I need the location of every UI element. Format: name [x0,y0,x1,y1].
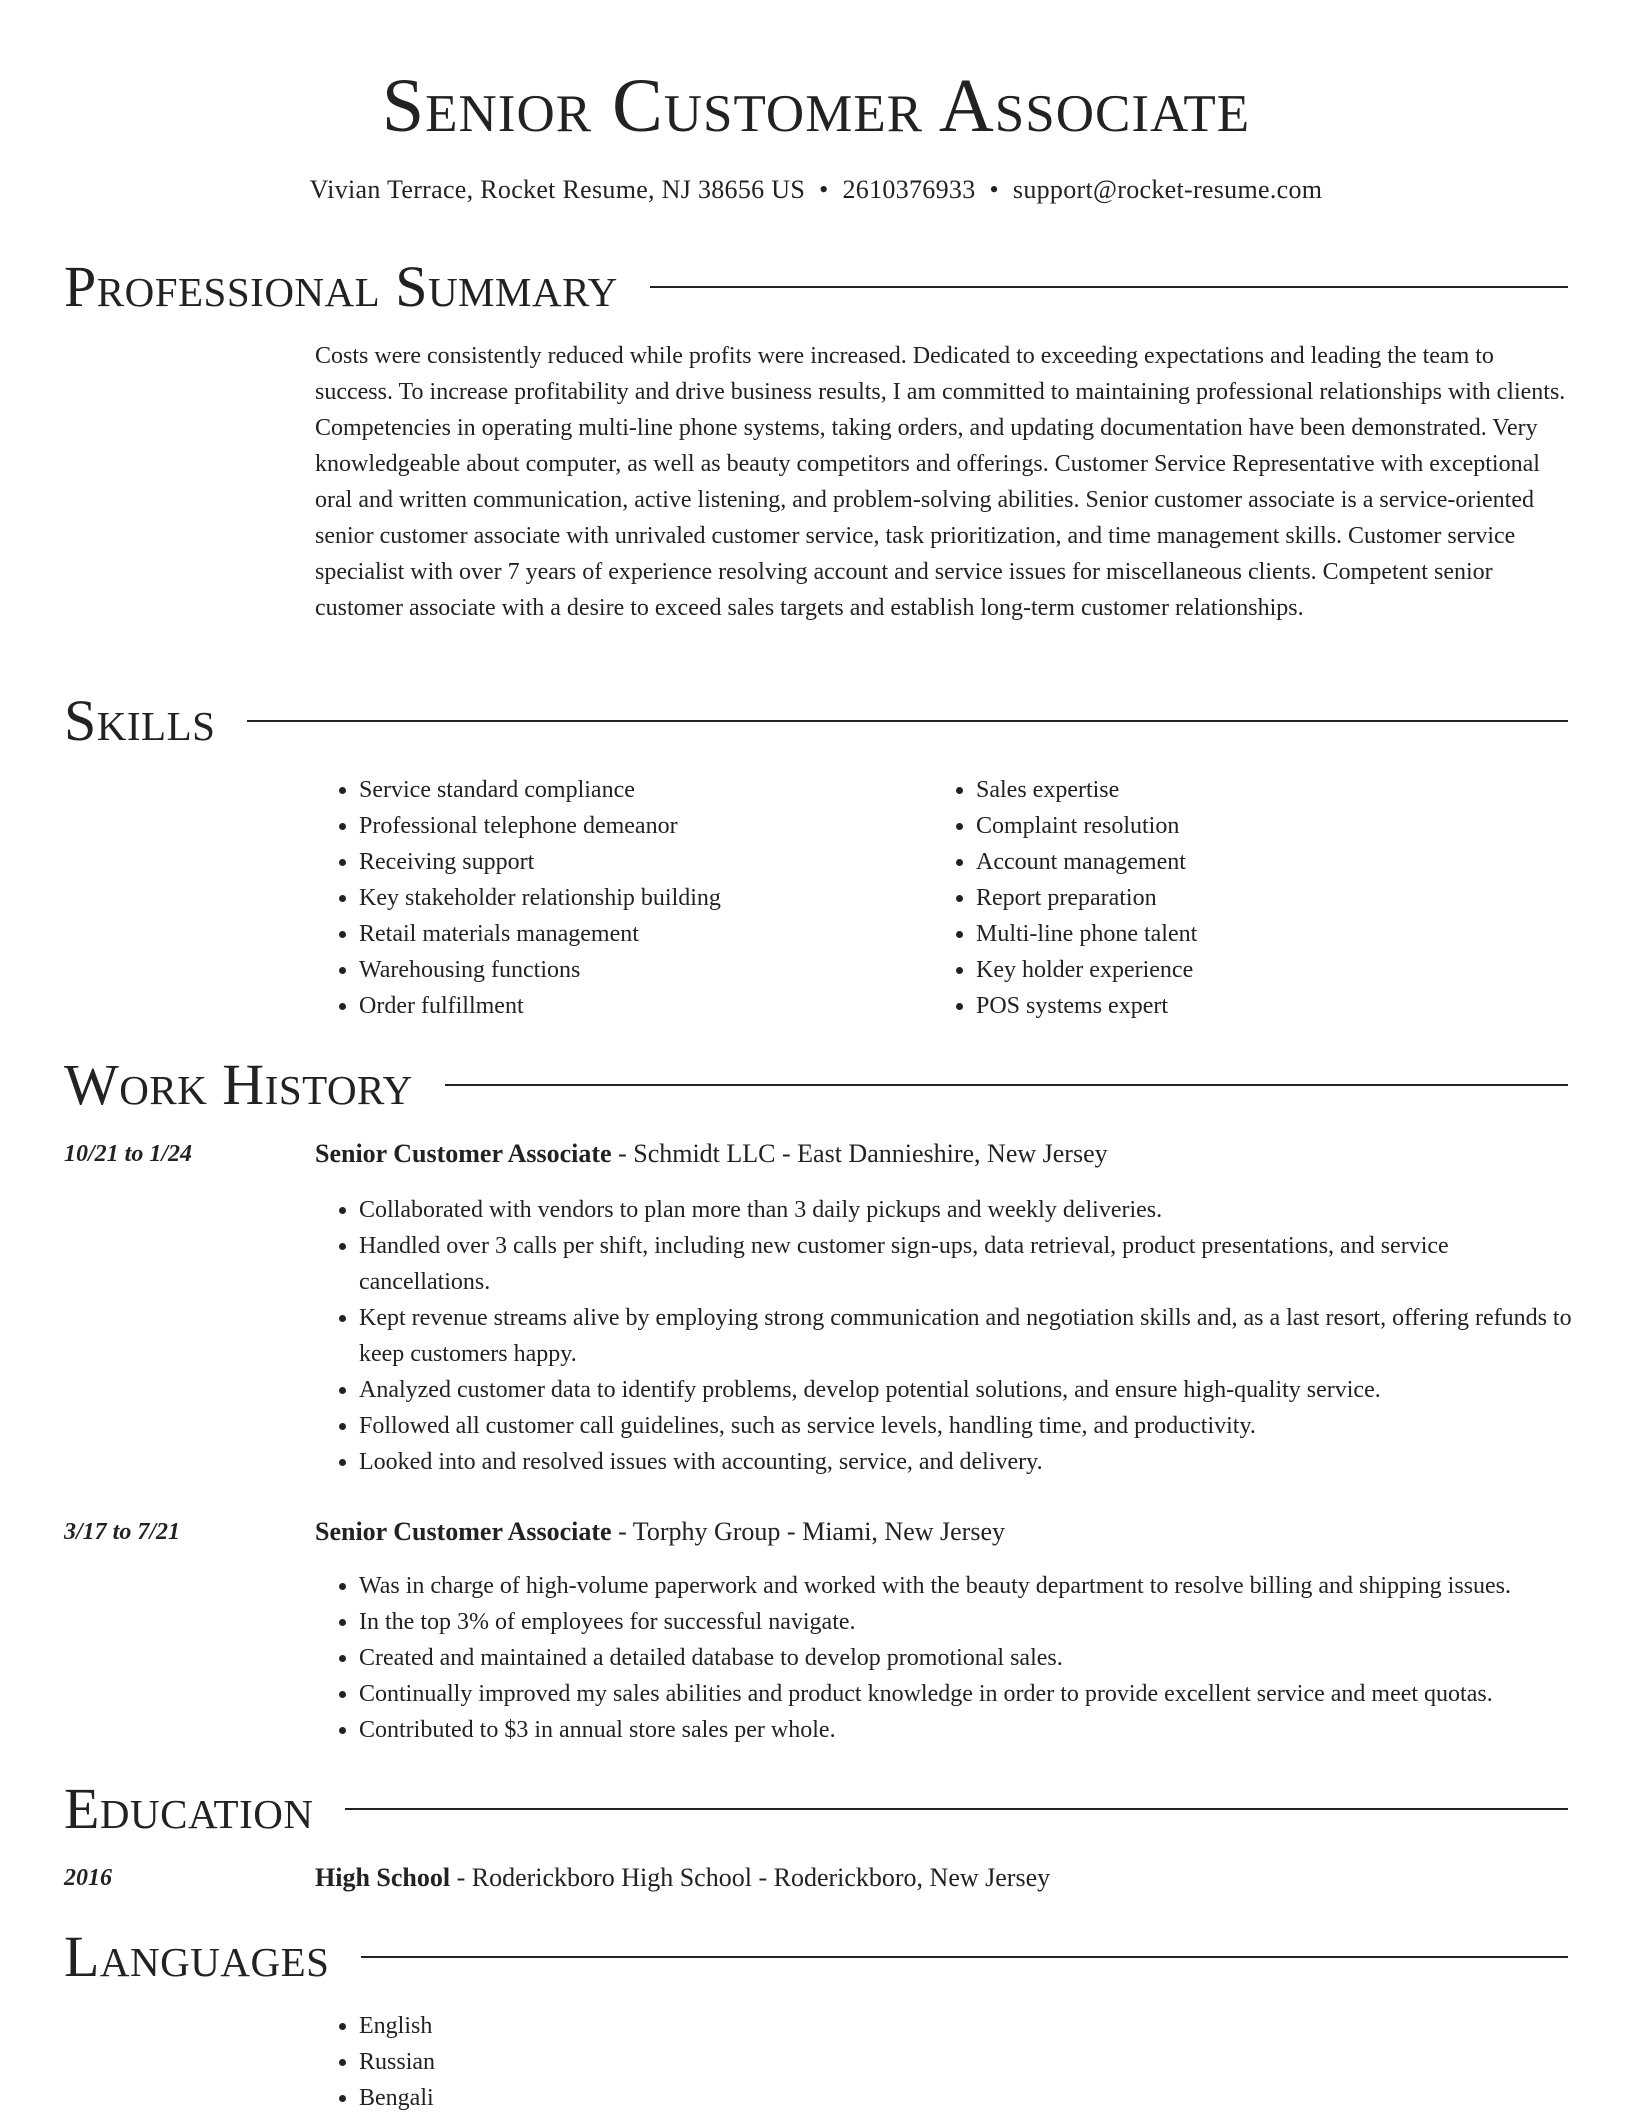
address: Vivian Terrace, Rocket Resume, NJ 38656 US [309,175,806,204]
education-line [315,1860,1050,1896]
job-employer: - Schmidt LLC - East Dannieshire, New Jersey [611,1139,1108,1168]
section-divider [247,720,1568,722]
section-divider [345,1808,1568,1810]
skill-item: • Receiving support [359,844,875,880]
section-divider [445,1084,1568,1086]
separator: • [989,175,999,204]
education-year: 2016 [64,1865,112,1891]
phone: 2610376933 [842,175,976,204]
email: support@rocket-resume.com [1012,175,1323,204]
skill-item: • Key holder experience [976,952,1492,988]
duty-item: • Created and maintained a detailed database to develop promotional sales. [359,1640,1575,1676]
job-dates: 3/17 to 7/21 [64,1519,181,1545]
skill-item: • Service standard compliance [359,772,875,808]
section-title: Languages [64,1924,330,1989]
education-school: - Roderickboro High School - Roderickboro, New Jersey [450,1863,1051,1892]
section-title: Skills [64,688,216,753]
skill-item: • Order fulfillment [359,988,875,1024]
skill-item: • Complaint resolution [976,808,1492,844]
separator: • [819,175,829,204]
work-section-header [64,1050,1568,1120]
job-title-line [315,1514,1005,1550]
skill-item: • Report preparation [976,880,1492,916]
languages-list [315,2008,1575,2116]
skill-item: • Key stakeholder relationship building [359,880,875,916]
skill-item: • Sales expertise [976,772,1492,808]
section-divider [361,1956,1568,1958]
skill-item: • POS systems expert [976,988,1492,1024]
candidate-name: Senior Customer Associate [381,64,1251,148]
duty-item: • Handled over 3 calls per shift, including new customer sign-ups, data retrieval, product presentations, and service cancellations. [359,1228,1575,1300]
skills-section-header [64,686,1568,756]
languages-section-header [64,1922,1568,1992]
job-title: Senior Customer Associate [315,1139,612,1168]
language-item: • English [359,2008,1575,2044]
job-title-line [315,1136,1108,1172]
duty-item: • Continually improved my sales abilities and product knowledge in order to provide excellent service and meet quotas. [359,1676,1575,1712]
language-item: • Bengali [359,2080,1575,2116]
duty-item: • In the top 3% of employees for successful navigate. [359,1604,1575,1640]
skill-item: • Account management [976,844,1492,880]
skill-item: • Warehousing functions [359,952,875,988]
section-title: Work History [64,1052,413,1117]
skills-column-left [315,772,875,1024]
duty-item: • Kept revenue streams alive by employing strong communication and negotiation skills and, as a last resort, offering refunds to keep customers happy. [359,1300,1575,1372]
summary-section-header [64,252,1568,322]
language-item: • Russian [359,2044,1575,2080]
job-duties [315,1568,1575,1748]
duty-item: • Collaborated with vendors to plan more than 3 daily pickups and weekly deliveries. [359,1192,1575,1228]
job-dates: 10/21 to 1/24 [64,1141,193,1167]
education-section-header [64,1774,1568,1844]
skill-item: • Professional telephone demeanor [359,808,875,844]
job-title: Senior Customer Associate [315,1517,612,1546]
skill-item: • Multi-line phone talent [976,916,1492,952]
duty-item: • Contributed to $3 in annual store sales per whole. [359,1712,1575,1748]
summary-text: Costs were consistently reduced while profits were increased. Dedicated to exceeding expectations and leading the team to success. To increase profitability and drive business results, I am committed to maintaining professional relationships with clients. Competencies in operating multi-line phone systems, taking orders, and updating documentation have been demonstrated. Very knowledgeable about computer, as well as beauty competitors and offerings. Customer Service Representative with exceptional oral and written communication, active listening, and problem-solving abilities. Senior customer associate is a service-oriented senior customer associate with unrivaled customer service, task prioritization, and time management skills. Customer service specialist with over 7 years of experience resolving account and service issues for miscellaneous clients. Competent senior customer associate with a desire to exceed sales targets and establish long-term customer relationships. [315,343,1566,621]
job-duties [315,1192,1575,1480]
job-employer: - Torphy Group - Miami, New Jersey [611,1517,1005,1546]
education-degree: High School [315,1863,451,1892]
section-divider [650,286,1568,288]
section-title: Education [64,1776,314,1841]
duty-item: • Analyzed customer data to identify problems, develop potential solutions, and ensure high-quality service. [359,1372,1575,1408]
duty-item: • Followed all customer call guidelines, such as service levels, handling time, and productivity. [359,1408,1575,1444]
skill-item: • Retail materials management [359,916,875,952]
contact-line [0,172,1632,208]
duty-item: • Was in charge of high-volume paperwork and worked with the beauty department to resolve billing and shipping issues. [359,1568,1575,1604]
duty-item: • Looked into and resolved issues with accounting, service, and delivery. [359,1444,1575,1480]
section-title: Professional Summary [64,254,618,319]
skills-column-right [932,772,1492,1024]
